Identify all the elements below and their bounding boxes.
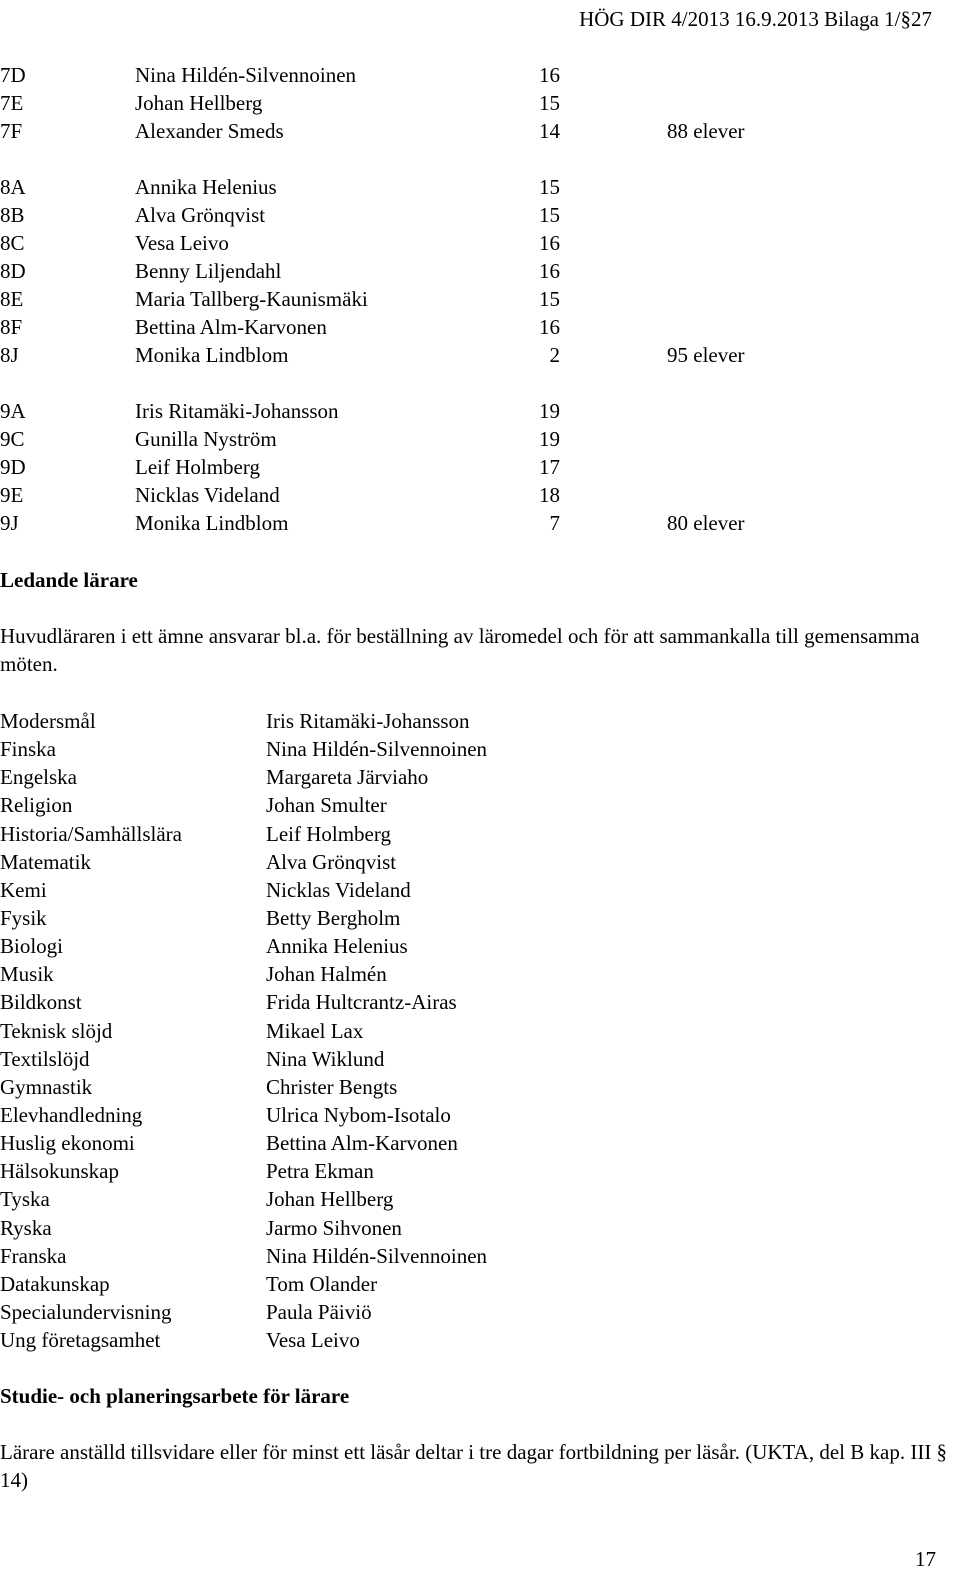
class-teacher: Annika Helenius [135,175,277,199]
class-code: 8C [0,231,25,255]
class-code: 7F [0,119,23,143]
subject-name: Hälsokunskap [0,1159,119,1184]
class-total: 95 elever [667,343,745,367]
subject-name: Franska [0,1243,67,1268]
class-code: 7E [0,91,24,115]
subject-name: Biologi [0,934,64,959]
class-code: 8F [0,315,23,339]
subject-name: Textilslöjd [0,1046,90,1071]
subject-name: Engelska [0,765,77,790]
subject-teacher: Christer Bengts [266,1074,398,1099]
subject-teacher: Alva Grönqvist [266,849,397,874]
class-count: 7 [549,511,560,535]
class-teacher: Alexander Smeds [135,119,284,143]
class-count: 15 [539,287,560,311]
list-item [0,1101,700,1129]
list-item [0,1242,700,1270]
page-number: 17 [915,1547,936,1571]
list-item [0,735,700,763]
subject-teacher: Bettina Alm-Karvonen [266,1131,458,1156]
subject-teacher: Nicklas Videland [266,877,411,902]
subject-name: Finska [0,737,57,762]
document-header: HÖG DIR 4/2013 16.9.2013 Bilaga 1/§27 [579,7,932,31]
list-item [0,791,700,819]
subject-teacher: Iris Ritamäki-Johansson [266,709,470,733]
ledande-larare-description: Huvudläraren i ett ämne ansvarar bl.a. för beställning av läromedel och för att sammankalla till gemensamma möten. [0,624,920,676]
class-table [0,61,960,537]
class-group-8 [0,173,960,369]
subject-name: Tyska [0,1187,50,1212]
class-teacher: Vesa Leivo [135,231,229,255]
subject-name: Historia/Samhällslära [0,821,182,846]
class-code: 7D [0,63,26,87]
class-count: 16 [539,259,560,283]
class-teacher: Alva Grönqvist [135,203,266,227]
class-row [0,453,960,481]
class-teacher: Nicklas Videland [135,483,280,507]
class-teacher: Leif Holmberg [135,455,260,479]
subject-name: Modersmål [0,709,96,733]
class-row [0,509,960,537]
list-item [0,1017,700,1045]
class-teacher: Benny Liljendahl [135,259,282,283]
subject-name: Gymnastik [0,1074,93,1099]
class-count: 16 [539,231,560,255]
list-item [0,904,700,932]
class-code: 9E [0,483,24,507]
class-row [0,61,960,89]
subject-name: Kemi [0,877,47,902]
class-row [0,481,960,509]
list-item [0,1214,700,1242]
class-group-9 [0,397,960,537]
subject-name: Huslig ekonomi [0,1131,135,1156]
subject-teacher: Nina Hildén-Silvennoinen [266,1243,488,1268]
class-row [0,117,960,145]
list-item [0,1326,700,1354]
class-total: 88 elever [667,119,745,143]
class-count: 19 [539,399,560,423]
subject-teacher: Annika Helenius [266,934,408,959]
list-item [0,1157,700,1185]
subject-teacher: Petra Ekman [266,1159,374,1184]
class-code: 8J [0,343,19,367]
subject-teacher: Ulrica Nybom-Isotalo [266,1102,451,1127]
class-teacher: Maria Tallberg-Kaunismäki [135,287,368,311]
list-item [0,988,700,1016]
subject-name: Teknisk slöjd [0,1018,113,1043]
class-row [0,257,960,285]
class-teacher: Iris Ritamäki-Johansson [135,399,339,423]
subject-teacher: Johan Hellberg [266,1187,394,1212]
list-item [0,763,700,791]
class-count: 15 [539,203,560,227]
subject-teacher: Paula Päiviö [266,1299,372,1324]
subject-teacher: Nina Wiklund [266,1046,385,1071]
class-code: 9A [0,399,26,423]
subject-name: Musik [0,962,54,987]
class-teacher: Johan Hellberg [135,91,263,115]
class-total: 80 elever [667,511,745,535]
class-row [0,313,960,341]
studie-planeringsarbete-description: Lärare anställd tillsvidare eller för minst ett läsår deltar i tre dagar fortbildning per läsår. (UKTA, del B kap. III § 14) [0,1440,948,1492]
subject-teacher: Mikael Lax [266,1018,364,1043]
class-row [0,285,960,313]
list-item [0,1270,700,1298]
subject-name: Bildkonst [0,990,82,1015]
class-teacher: Monika Lindblom [135,343,289,367]
class-count: 16 [539,315,560,339]
list-item [0,876,700,904]
list-item [0,1185,700,1213]
class-row [0,341,960,369]
list-item [0,932,700,960]
subject-name: Datakunskap [0,1271,110,1296]
subject-name: Religion [0,793,73,818]
subject-name: Ung företagsamhet [0,1328,161,1353]
subject-name: Fysik [0,905,47,930]
class-teacher: Monika Lindblom [135,511,289,535]
class-count: 15 [539,91,560,115]
subject-teacher: Frida Hultcrantz-Airas [266,990,457,1015]
subject-teacher: Johan Halmén [266,962,387,987]
list-item [0,1129,700,1157]
list-item [0,1298,700,1326]
class-row [0,89,960,117]
class-row [0,173,960,201]
class-count: 14 [539,119,560,143]
class-row [0,229,960,257]
subject-teacher: Betty Bergholm [266,905,401,930]
section-title-ledande-larare: Ledande lärare [0,568,138,592]
subject-teacher: Tom Olander [266,1271,378,1296]
subject-teacher: Nina Hildén-Silvennoinen [266,737,488,762]
subject-teacher: Jarmo Sihvonen [266,1215,402,1240]
subject-name: Specialundervisning [0,1299,172,1324]
class-teacher: Nina Hildén-Silvennoinen [135,63,357,87]
section-title-studie-planeringsarbete: Studie- och planeringsarbete för lärare [0,1384,350,1408]
class-code: 8E [0,287,24,311]
list-item [0,1073,700,1101]
list-item [0,1045,700,1073]
class-count: 19 [539,427,560,451]
subject-teacher-list [0,707,700,1354]
class-count: 16 [539,63,560,87]
list-item [0,960,700,988]
subject-teacher: Leif Holmberg [266,821,391,846]
class-count: 2 [549,343,560,367]
class-code: 8B [0,203,25,227]
class-row [0,425,960,453]
class-teacher: Bettina Alm-Karvonen [135,315,327,339]
subject-name: Matematik [0,849,91,874]
class-code: 8A [0,175,26,199]
list-item [0,820,700,848]
list-item [0,848,700,876]
subject-teacher: Margareta Järviaho [266,765,429,790]
class-row [0,201,960,229]
subject-teacher: Johan Smulter [266,793,387,818]
class-count: 15 [539,175,560,199]
class-code: 9J [0,511,19,535]
subject-teacher: Vesa Leivo [266,1328,360,1353]
subject-name: Ryska [0,1215,52,1240]
class-code: 8D [0,259,26,283]
class-group-7 [0,61,960,145]
class-row [0,397,960,425]
class-count: 17 [539,455,560,479]
subject-name: Elevhandledning [0,1102,143,1127]
class-code: 9C [0,427,25,451]
class-code: 9D [0,455,26,479]
class-teacher: Gunilla Nyström [135,427,277,451]
list-item [0,707,700,735]
class-count: 18 [539,483,560,507]
